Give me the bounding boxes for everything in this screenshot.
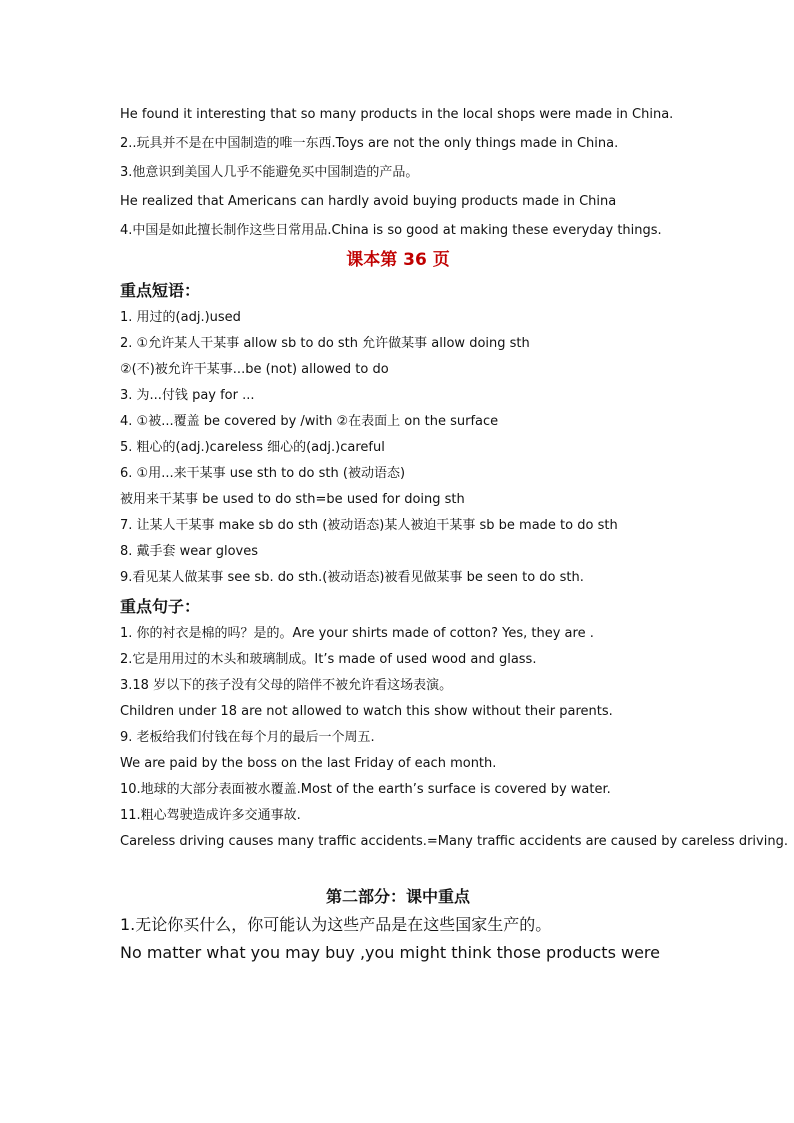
phrase-item: 2. ①允许某人干某事 allow sb to do sth 允许做某事 allow doing sth [120,336,530,351]
sentence-item: 9. 老板给我们付钱在每个月的最后一个周五. [120,730,375,745]
sentence-item: We are paid by the boss on the last Friday of each month. [120,756,497,771]
sentences-heading: 重点句子： [120,597,201,616]
sentence-item: Careless driving causes many traffic accidents.=Many traffic accidents are caused by careless driving. [120,834,788,849]
sentence-item: 2.它是用用过的木头和玻璃制成。It’s made of used wood and glass. [120,652,537,667]
text-line: He found it interesting that so many products in the local shops were made in China. [120,107,674,122]
phrase-item: 3. 为...付钱 pay for ... [120,388,255,403]
phrase-item: 5. 粗心的(adj.)careless 细心的(adj.)careful [120,440,385,455]
phrase-item: 被用来干某事 be used to do sth=be used for doing sth [120,492,465,507]
sentence-item: 1. 你的衬衣是棉的吗？是的。Are your shirts made of cotton? Yes, they are . [120,626,594,641]
text-line: He realized that Americans can hardly avoid buying products made in China [120,194,617,209]
phrase-item: 8. 戴手套 wear gloves [120,544,259,559]
text-line: 3.他意识到美国人几乎不能避免买中国制造的产品。 [120,165,419,180]
sentence-item: 10.地球的大部分表面被水覆盖.Most of the earth’s surface is covered by water. [120,782,611,797]
document-page [120,100,788,967]
part-two-line: No matter what you may buy ,you might think those products were [120,943,660,962]
phrases-heading: 重点短语： [120,281,201,300]
phrase-item: 4. ①被...覆盖 be covered by /with ②在表面上 on the surface [120,414,499,429]
phrase-item: ②(不)被允许干某事...be (not) allowed to do [120,362,389,377]
text-line: 4.中国是如此擅长制作这些日常用品.China is so good at making these everyday things. [120,223,662,238]
phrase-item: 7. 让某人干某事 make sb do sth (被动语态)某人被迫干某事 sb be made to do sth [120,518,618,533]
phrase-item: 1. 用过的(adj.)used [120,310,241,325]
sentence-item: Children under 18 are not allowed to watch this show without their parents. [120,704,613,719]
section-title: 课本第 36 页 [346,250,450,270]
sentence-item: 3.18 岁以下的孩子没有父母的陪伴不被允许看这场表演。 [120,678,453,693]
text-line: 2..玩具并不是在中国制造的唯一东西.Toys are not the only things made in China. [120,136,619,151]
phrase-item: 9.看见某人做某事 see sb. do sth.(被动语态)被看见做某事 be seen to do sth. [120,570,584,585]
part-two-line: 1.无论你买什么，你可能认为这些产品是在这些国家生产的。 [120,915,552,934]
phrase-item: 6. ①用...来干某事 use sth to do sth (被动语态) [120,466,406,481]
sentence-item: 11.粗心驾驶造成许多交通事故. [120,808,301,823]
part-two-title: 第二部分：课中重点 [325,887,470,906]
